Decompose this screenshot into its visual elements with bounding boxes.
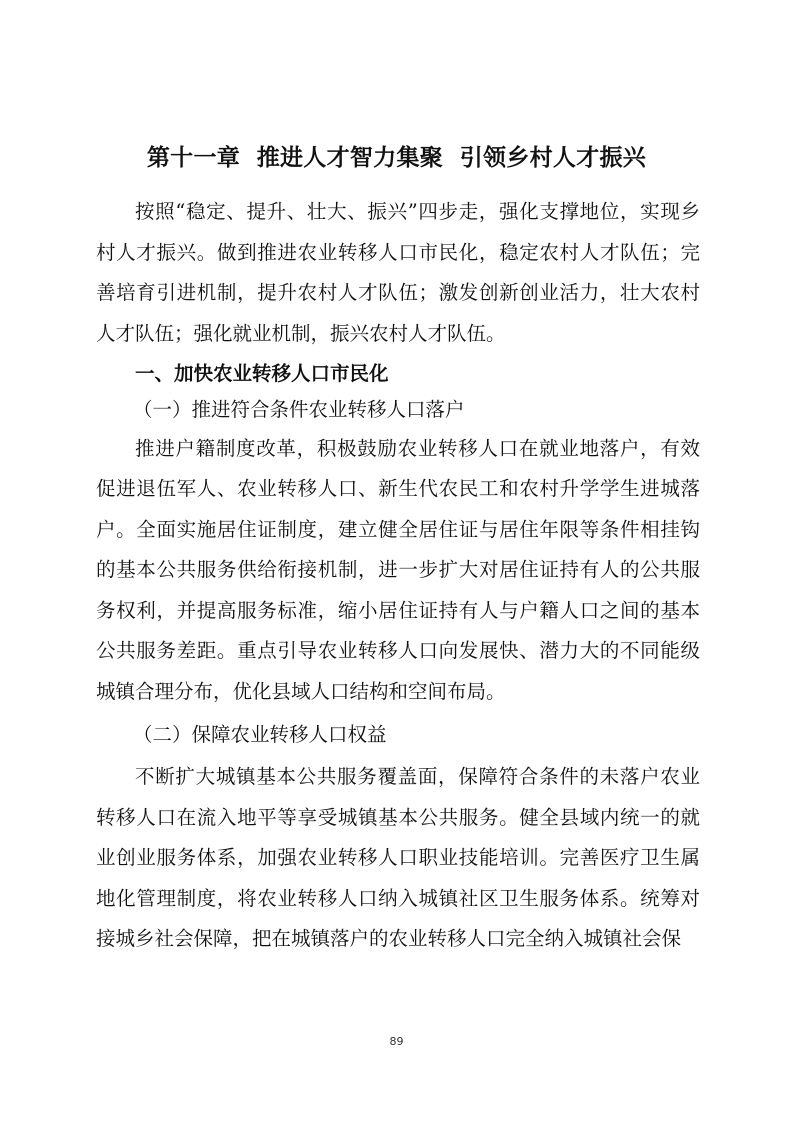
document-body [96,192,700,960]
subsection-paragraph-1: 推进户籍制度改革，积极鼓励农业转移人口在就业地落户，有效促进退伍军人、农业转移人口、新生代农民工和农村升学学生进城落户。全面实施居住证制度，建立健全居住证与居住年限等条件相挂钩的基本公共服务供给衔接机制，进一步扩大对居住证持有人的公共服务权利，并提高服务标准，缩小居住证持有人与户籍人口之间的基本公共服务差距。重点引导农业转移人口向发展快、潜力大的不同能级城镇合理分布，优化县域人口结构和空间布局。 [96,436,700,703]
section-heading: 一、加快农业转移人口市民化 [135,362,389,385]
intro-paragraph: 按照“稳定、提升、壮大、振兴”四步走，强化支撑地位，实现乡村人才振兴。做到推进农业转移人口市民化，稳定农村人才队伍；完善培育引进机制，提升农村人才队伍；激发创新创业活力，壮大农村人才队伍；强化就业机制，振兴农村人才队伍。 [96,200,700,345]
subsection-heading-1: （一）推进符合条件农业转移人口落户 [133,397,465,421]
page-number: 89 [389,1035,404,1048]
subsection-paragraph-2: 不断扩大城镇基本公共服务覆盖面，保障符合条件的未落户农业转移人口在流入地平等享受城镇基本公共服务。健全县域内统一的就业创业服务体系，加强农业转移人口职业技能培训。完善医疗卫生属地化管理制度，将农业转移人口纳入城镇社区卫生服务体系。统筹对接城乡社会保障，把在城镇落户的农业转移人口完全纳入城镇社会保 [96,765,700,950]
chapter-title: 第十一章 推进人才智力集聚 引领乡村人才振兴 [146,145,647,171]
subsection-heading-2: （二）保障农业转移人口权益 [133,723,387,746]
